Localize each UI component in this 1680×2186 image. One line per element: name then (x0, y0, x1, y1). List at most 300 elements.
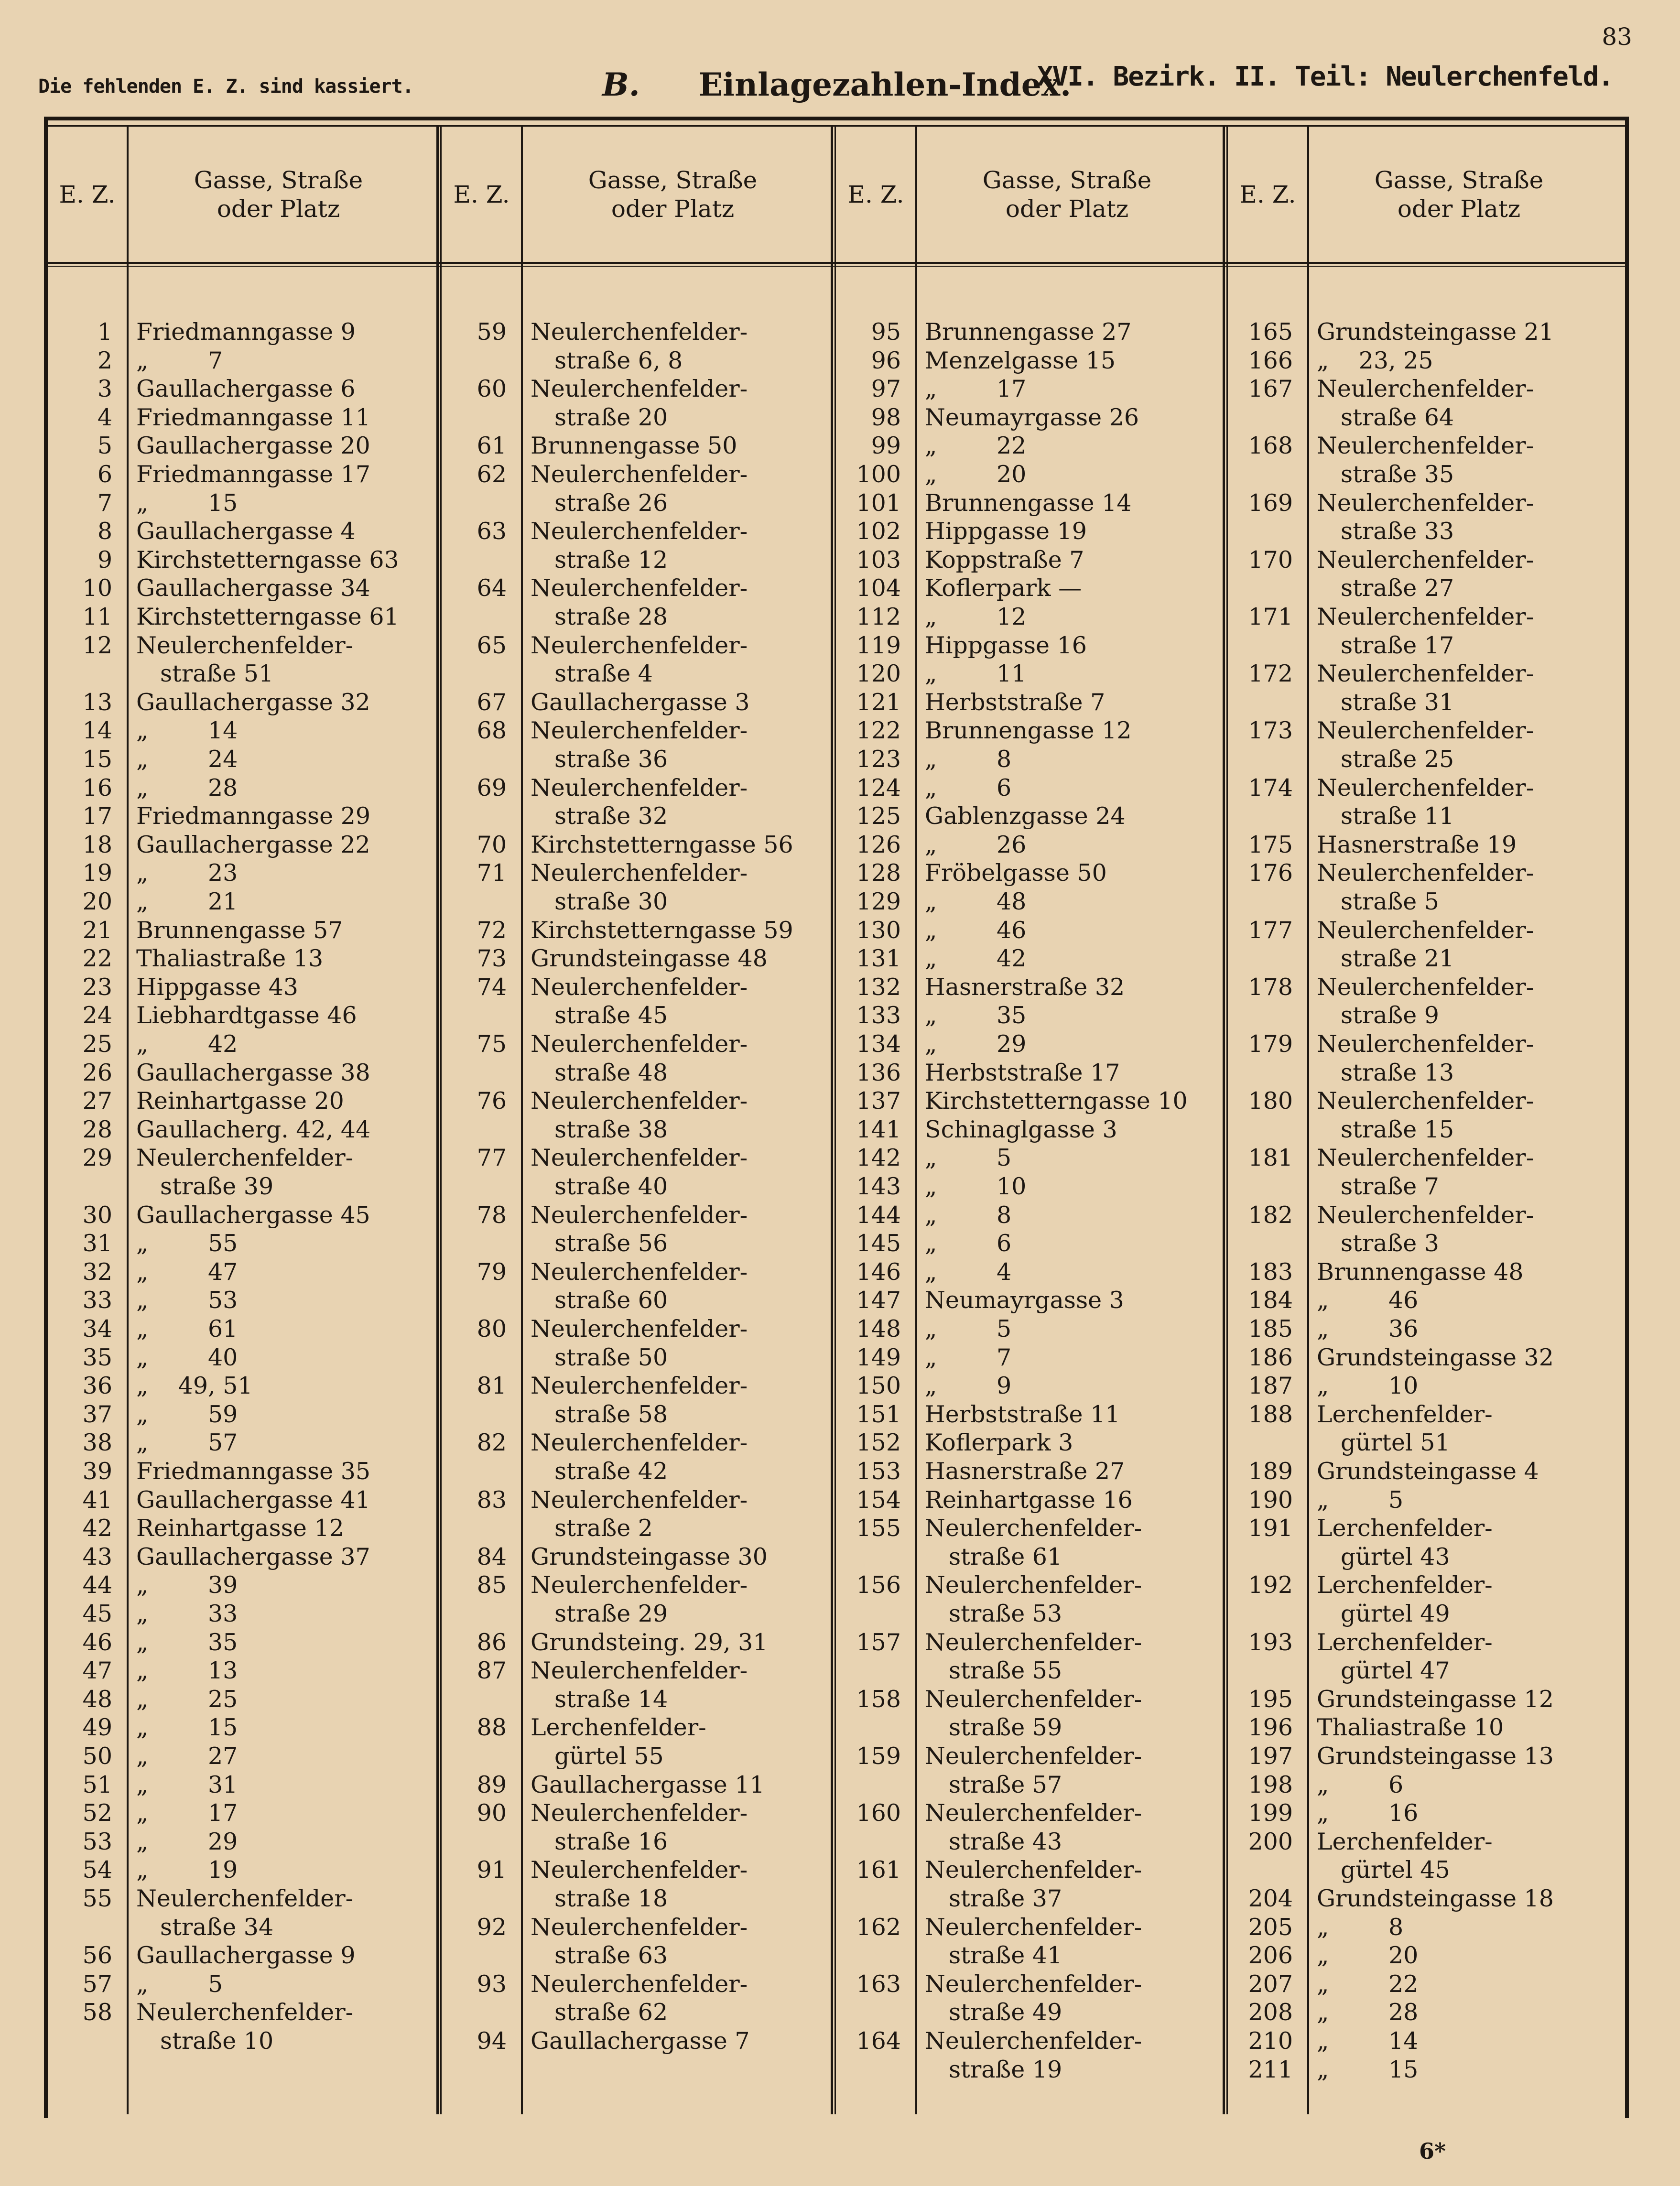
entry-number: 206 (1248, 1942, 1293, 1970)
entry-number: 160 (856, 1799, 901, 1827)
entry-number: 148 (856, 1315, 901, 1342)
street-name: Gaullachergasse 7 (531, 2027, 750, 2055)
street-name: Neulerchenfelder- (1317, 973, 1534, 1001)
page-number: 83 (1602, 23, 1632, 51)
street-name: Neulerchenfelder- (925, 1685, 1142, 1713)
street-name: Lerchenfelder- (1317, 1515, 1493, 1542)
street-name: Neulerchenfelder- (925, 1970, 1142, 1998)
street-name: straße 19 (949, 2056, 1062, 2083)
ez-header: E. Z. (847, 181, 904, 208)
street-name: „ 23 (136, 859, 238, 887)
street-name: „ 15 (136, 489, 238, 517)
street-name: straße 42 (554, 1457, 668, 1485)
street-header (915, 125, 1219, 264)
entry-number: 145 (856, 1230, 901, 1257)
entry-number: 174 (1248, 774, 1293, 801)
street-name: Grundsteingasse 13 (1317, 1742, 1554, 1770)
street-name: straße 51 (160, 660, 274, 688)
entry-number: 132 (856, 973, 901, 1001)
street-name: Brunnengasse 14 (925, 489, 1132, 517)
street-name: „ 8 (925, 746, 1012, 773)
street-name: straße 14 (554, 1685, 668, 1713)
street-name: gürtel 49 (1341, 1600, 1450, 1627)
entry-number: 49 (82, 1714, 112, 1742)
street-name: „ 29 (136, 1828, 238, 1855)
street-name: Neulerchenfelder- (1317, 375, 1534, 403)
street-name: Neulerchenfelder- (1317, 546, 1534, 574)
entry-number: 47 (82, 1657, 112, 1685)
entry-number: 63 (477, 518, 507, 545)
entry-number: 142 (856, 1144, 901, 1172)
street-name: Neulerchenfelder- (531, 1913, 748, 1941)
street-name: Koppstraße 7 (925, 546, 1084, 574)
entry-number: 15 (82, 746, 112, 773)
street-name: „ 17 (136, 1799, 238, 1827)
street-name: Neulerchenfelder- (925, 1571, 1142, 1599)
entry-number: 4 (97, 403, 112, 431)
entry-number: 198 (1248, 1771, 1293, 1798)
street-name: „ 17 (925, 375, 1027, 403)
street-header-text (194, 166, 363, 223)
street-name: Neulerchenfelder- (531, 375, 748, 403)
entry-number: 121 (856, 688, 901, 716)
street-name: „ 5 (925, 1144, 1012, 1172)
entry-number: 96 (871, 346, 901, 374)
entry-number: 2 (97, 346, 112, 374)
street-name: straße 60 (554, 1287, 668, 1314)
entry-number: 87 (477, 1657, 507, 1685)
street-name: straße 32 (554, 802, 668, 830)
street-name: Neulerchenfelder- (531, 1315, 748, 1342)
street-name: „ 55 (136, 1230, 238, 1257)
street-name: straße 26 (554, 489, 668, 517)
street-name: Neulerchenfelder- (1317, 1030, 1534, 1058)
entry-number: 204 (1248, 1885, 1293, 1912)
entry-number: 172 (1248, 660, 1293, 688)
entry-number: 21 (82, 916, 112, 944)
street-name: Neulerchenfelder- (925, 1913, 1142, 1941)
entry-number: 71 (477, 859, 507, 887)
column-header (48, 125, 430, 264)
street-name: „ 6 (1317, 1771, 1404, 1798)
entry-number: 189 (1248, 1458, 1293, 1485)
entry-number: 24 (82, 1002, 112, 1029)
street-name: Lerchenfelder- (531, 1714, 706, 1742)
street-name: „ 46 (1317, 1287, 1419, 1314)
street-name: „ 49, 51 (136, 1372, 253, 1400)
entry-number: 196 (1248, 1714, 1293, 1742)
street-name: „ 33 (136, 1600, 238, 1627)
entry-number: 12 (82, 631, 112, 659)
street-name: Neulerchenfelder- (136, 1144, 354, 1172)
street-name: Neulerchenfelder- (1317, 717, 1534, 745)
entry-number: 176 (1248, 859, 1293, 887)
entry-number: 104 (856, 574, 901, 602)
street-name: „ 13 (136, 1657, 238, 1685)
column-divider (1223, 125, 1225, 2114)
entry-number: 17 (82, 802, 112, 830)
street-name: Friedmanngasse 17 (136, 461, 371, 488)
street-name: Brunnengasse 50 (531, 432, 737, 460)
street-name: Gaullachergasse 11 (531, 1771, 765, 1798)
entry-number: 53 (82, 1828, 112, 1855)
street-name: Gaullacherg. 42, 44 (136, 1115, 371, 1143)
street-name: Gaullachergasse 6 (136, 375, 356, 403)
street-name: „ 21 (136, 888, 238, 915)
street-name: straße 29 (554, 1600, 668, 1627)
entry-number: 125 (856, 802, 901, 830)
entry-number: 11 (82, 603, 112, 630)
street-name: Neulerchenfelder- (531, 1087, 748, 1115)
street-name: Neulerchenfelder- (531, 1201, 748, 1229)
street-name: Neulerchenfelder- (1317, 603, 1534, 630)
entry-number: 141 (856, 1115, 901, 1143)
street-name: Neulerchenfelder- (1317, 660, 1534, 688)
street-name: „ 10 (1317, 1372, 1419, 1400)
street-name: Lerchenfelder- (1317, 1571, 1493, 1599)
street-name: straße 4 (554, 660, 653, 688)
entry-number: 77 (477, 1144, 507, 1172)
entry-number: 190 (1248, 1486, 1293, 1514)
entry-number: 123 (856, 746, 901, 773)
street-name: straße 62 (554, 1999, 668, 2026)
street-name: Neulerchenfelder- (531, 859, 748, 887)
street-name: Brunnengasse 48 (1317, 1258, 1524, 1286)
entry-number: 25 (82, 1030, 112, 1058)
street-name: Lerchenfelder- (1317, 1400, 1493, 1428)
entry-number: 133 (856, 1002, 901, 1029)
street-name: „ 59 (136, 1400, 238, 1428)
entry-number: 13 (82, 688, 112, 716)
street-name: „ 15 (136, 1714, 238, 1742)
street-name: straße 36 (554, 745, 668, 773)
street-name: „ 35 (925, 1002, 1027, 1029)
column-header (836, 125, 1219, 264)
street-name: Gaullachergasse 34 (136, 574, 370, 602)
street-name: „ 22 (1317, 1970, 1419, 1998)
entry-number: 112 (856, 603, 901, 630)
street-name: Koflerpark 3 (925, 1429, 1073, 1457)
street-name: straße 57 (949, 1771, 1062, 1798)
entry-number: 188 (1248, 1400, 1293, 1428)
street-header-line: Gasse, Straße (588, 166, 758, 194)
street-name: straße 40 (554, 1172, 668, 1200)
street-name: Friedmanngasse 9 (136, 318, 356, 346)
street-name: Menzelgasse 15 (925, 346, 1116, 374)
street-name: „ 61 (136, 1315, 238, 1342)
street-name: Neumayrgasse 3 (925, 1287, 1124, 1314)
entry-number: 200 (1248, 1828, 1293, 1855)
street-name: straße 21 (1341, 945, 1454, 973)
entry-number: 101 (856, 489, 901, 517)
entry-number: 205 (1248, 1913, 1293, 1941)
entry-number: 67 (477, 688, 507, 716)
street-name: straße 3 (1341, 1230, 1439, 1257)
entry-number: 154 (856, 1486, 901, 1514)
entry-number: 171 (1248, 603, 1293, 630)
street-header (127, 125, 430, 264)
street-name: Herbststraße 17 (925, 1059, 1120, 1086)
street-name: „ 27 (136, 1742, 238, 1770)
street-name: „ 42 (925, 945, 1027, 973)
entry-number: 38 (82, 1429, 112, 1457)
entry-number: 78 (477, 1201, 507, 1229)
entry-number: 22 (82, 945, 112, 973)
street-name: „ 48 (925, 888, 1027, 915)
header-note: Die fehlenden E. Z. sind kassiert. (38, 76, 413, 97)
street-name: straße 30 (554, 887, 668, 915)
street-name: Neulerchenfelder- (531, 1144, 748, 1172)
street-name: Neulerchenfelder- (1317, 774, 1534, 801)
entry-number: 93 (477, 1970, 507, 1998)
street-name: Neulerchenfelder- (531, 1799, 748, 1827)
street-name: straße 6, 8 (554, 346, 683, 374)
street-name: Lerchenfelder- (1317, 1828, 1493, 1855)
entry-number: 56 (82, 1942, 112, 1970)
entry-number: 19 (82, 859, 112, 887)
entry-number: 163 (856, 1970, 901, 1998)
street-name: straße 59 (949, 1714, 1062, 1742)
entry-number: 157 (856, 1628, 901, 1656)
street-name: „ 7 (925, 1343, 1012, 1371)
entry-number: 170 (1248, 546, 1293, 574)
street-name: Neulerchenfelder- (1317, 489, 1534, 517)
column-header (1228, 125, 1611, 264)
street-name: Thaliastraße 13 (136, 945, 324, 973)
street-name: Neulerchenfelder- (1317, 1144, 1534, 1172)
entry-number: 120 (856, 660, 901, 688)
entry-number: 86 (477, 1628, 507, 1656)
street-name: straße 33 (1341, 518, 1454, 545)
entry-number: 128 (856, 859, 901, 887)
street-name: Hippgasse 19 (925, 518, 1087, 545)
street-name: Friedmanngasse 35 (136, 1458, 371, 1485)
entry-number: 158 (856, 1685, 901, 1713)
street-name: Neulerchenfelder- (136, 631, 354, 659)
entry-number: 8 (97, 518, 112, 545)
street-name: Kirchstetterngasse 63 (136, 546, 399, 574)
street-name: Neulerchenfelder- (136, 1885, 354, 1912)
entry-number: 9 (97, 546, 112, 574)
street-name: straße 20 (554, 403, 668, 431)
entry-number: 166 (1248, 346, 1293, 374)
entry-number: 178 (1248, 973, 1293, 1001)
entry-number: 99 (871, 432, 901, 460)
street-name: Neumayrgasse 26 (925, 403, 1139, 431)
street-name: Neulerchenfelder- (531, 1856, 748, 1884)
entry-number: 28 (82, 1115, 112, 1143)
street-name: „ 9 (925, 1372, 1012, 1400)
entry-number: 48 (82, 1685, 112, 1713)
street-name: Schinaglgasse 3 (925, 1115, 1117, 1143)
entry-number: 169 (1248, 489, 1293, 517)
street-name: straße 41 (949, 1942, 1062, 1970)
entry-number: 152 (856, 1429, 901, 1457)
entry-number: 146 (856, 1258, 901, 1286)
street-name: straße 38 (554, 1115, 668, 1143)
street-header-text (983, 166, 1152, 223)
street-name: straße 35 (1341, 460, 1454, 488)
street-name: Gaullachergasse 37 (136, 1543, 370, 1570)
entry-number: 43 (82, 1543, 112, 1570)
street-name: straße 50 (554, 1343, 668, 1371)
entry-number: 1 (97, 318, 112, 346)
ez-header: E. Z. (1239, 181, 1296, 208)
entry-number: 14 (82, 717, 112, 745)
street-header-line: Gasse, Straße (194, 166, 363, 194)
street-name: gürtel 45 (1341, 1856, 1450, 1884)
entry-number: 210 (1248, 2027, 1293, 2055)
street-name: Neulerchenfelder- (925, 1742, 1142, 1770)
entry-number: 55 (82, 1885, 112, 1912)
street-name: straße 17 (1341, 631, 1454, 659)
entry-number: 6 (97, 461, 112, 488)
street-name: Lerchenfelder- (1317, 1628, 1493, 1656)
entry-number: 35 (82, 1343, 112, 1371)
entry-number: 151 (856, 1400, 901, 1428)
street-name: „ 23, 25 (1317, 346, 1433, 374)
street-name: Grundsteingasse 4 (1317, 1458, 1539, 1485)
entry-number: 191 (1248, 1515, 1293, 1542)
entry-number: 119 (856, 631, 901, 659)
street-name: „ 8 (925, 1201, 1012, 1229)
street-name: Hippgasse 16 (925, 631, 1087, 659)
street-name: „ 40 (136, 1343, 238, 1371)
entry-number: 144 (856, 1201, 901, 1229)
street-name: „ 8 (1317, 1913, 1404, 1941)
column-divider (436, 125, 439, 2114)
entry-number: 31 (82, 1230, 112, 1257)
entry-number: 59 (477, 318, 507, 346)
entry-number: 130 (856, 916, 901, 944)
street-name: „ 25 (136, 1685, 238, 1713)
entry-number: 182 (1248, 1201, 1293, 1229)
street-name: straße 58 (554, 1400, 668, 1428)
street-name: straße 7 (1341, 1172, 1439, 1200)
street-header-line: oder Platz (1397, 195, 1521, 223)
street-name: „ 36 (1317, 1315, 1419, 1342)
street-name: „ 12 (925, 603, 1027, 630)
entry-number: 136 (856, 1059, 901, 1086)
entry-number: 80 (477, 1315, 507, 1342)
street-name: „ 16 (1317, 1799, 1419, 1827)
street-name: Herbststraße 11 (925, 1400, 1120, 1428)
entry-number: 88 (477, 1714, 507, 1742)
street-name: gürtel 47 (1341, 1657, 1450, 1685)
entry-number: 82 (477, 1429, 507, 1457)
street-header-line: Gasse, Straße (1374, 166, 1544, 194)
street-name: straße 49 (949, 1999, 1062, 2026)
street-name: „ 47 (136, 1258, 238, 1286)
entry-number: 184 (1248, 1287, 1293, 1314)
street-name: straße 53 (949, 1600, 1062, 1627)
column-divider (440, 125, 442, 2114)
street-name: Grundsteingasse 32 (1317, 1343, 1554, 1371)
entry-number: 85 (477, 1571, 507, 1599)
entry-number: 36 (82, 1372, 112, 1400)
entry-number: 44 (82, 1571, 112, 1599)
page-title (602, 66, 1071, 103)
street-name: „ 20 (925, 461, 1027, 488)
street-name: Gaullachergasse 41 (136, 1486, 370, 1514)
entry-number: 73 (477, 945, 507, 973)
ez-divider (127, 125, 129, 2114)
entry-number: 3 (97, 375, 112, 403)
entry-number: 173 (1248, 717, 1293, 745)
street-name: Neulerchenfelder- (531, 1970, 748, 1998)
entry-number: 37 (82, 1400, 112, 1428)
entry-number: 129 (856, 888, 901, 915)
entry-number: 134 (856, 1030, 901, 1058)
entry-number: 90 (477, 1799, 507, 1827)
street-name: Neulerchenfelder- (925, 1856, 1142, 1884)
street-header-text (1375, 166, 1544, 223)
street-name: straße 34 (160, 1913, 274, 1941)
entry-number: 211 (1248, 2056, 1293, 2083)
entry-number: 60 (477, 375, 507, 403)
entry-number: 197 (1248, 1742, 1293, 1770)
signature-mark: 6* (1419, 2138, 1446, 2164)
entry-number: 167 (1248, 375, 1293, 403)
street-name: straße 64 (1341, 403, 1454, 431)
entry-number: 187 (1248, 1372, 1293, 1400)
street-name: Neulerchenfelder- (531, 774, 748, 801)
street-name: „ 31 (136, 1771, 238, 1798)
entry-number: 5 (97, 432, 112, 460)
entry-number: 147 (856, 1287, 901, 1314)
street-name: Kirchstetterngasse 61 (136, 603, 399, 630)
street-name: straße 37 (949, 1884, 1062, 1912)
entry-number: 122 (856, 717, 901, 745)
entry-number: 27 (82, 1087, 112, 1115)
street-name: Neulerchenfelder- (925, 2027, 1142, 2055)
entry-number: 181 (1248, 1144, 1293, 1172)
street-name: Brunnengasse 12 (925, 717, 1132, 745)
street-header-line: oder Platz (1005, 195, 1129, 223)
ez-divider (1307, 125, 1309, 2114)
column-divider (1226, 125, 1228, 2114)
street-name: straße 9 (1341, 1002, 1439, 1029)
entry-number: 137 (856, 1087, 901, 1115)
street-name: Kirchstetterngasse 10 (925, 1087, 1188, 1115)
entry-number: 100 (856, 461, 901, 488)
header-rule (48, 266, 1625, 267)
street-name: straße 39 (160, 1172, 274, 1200)
street-header-text (588, 166, 758, 223)
street-name: Gaullachergasse 20 (136, 432, 370, 460)
street-name: „ 5 (136, 1970, 223, 1998)
street-name: straße 45 (554, 1002, 668, 1029)
street-name: „ 29 (925, 1030, 1027, 1058)
column-divider (831, 125, 833, 2114)
street-name: „ 5 (1317, 1486, 1404, 1514)
street-name: Gaullachergasse 9 (136, 1942, 356, 1970)
entry-number: 62 (477, 461, 507, 488)
street-name: Neulerchenfelder- (531, 1258, 748, 1286)
street-name: „ 4 (925, 1258, 1012, 1286)
street-name: gürtel 43 (1341, 1543, 1450, 1570)
entry-number: 192 (1248, 1571, 1293, 1599)
street-name: Neulerchenfelder- (531, 1571, 748, 1599)
street-name: Hasnerstraße 32 (925, 973, 1125, 1001)
street-name: „ 10 (925, 1173, 1027, 1200)
street-name: straße 56 (554, 1230, 668, 1257)
street-name: „ 35 (136, 1628, 238, 1656)
street-name: straße 27 (1341, 574, 1454, 602)
street-name: Friedmanngasse 29 (136, 802, 371, 830)
entry-number: 207 (1248, 1970, 1293, 1998)
street-header (1307, 125, 1611, 264)
